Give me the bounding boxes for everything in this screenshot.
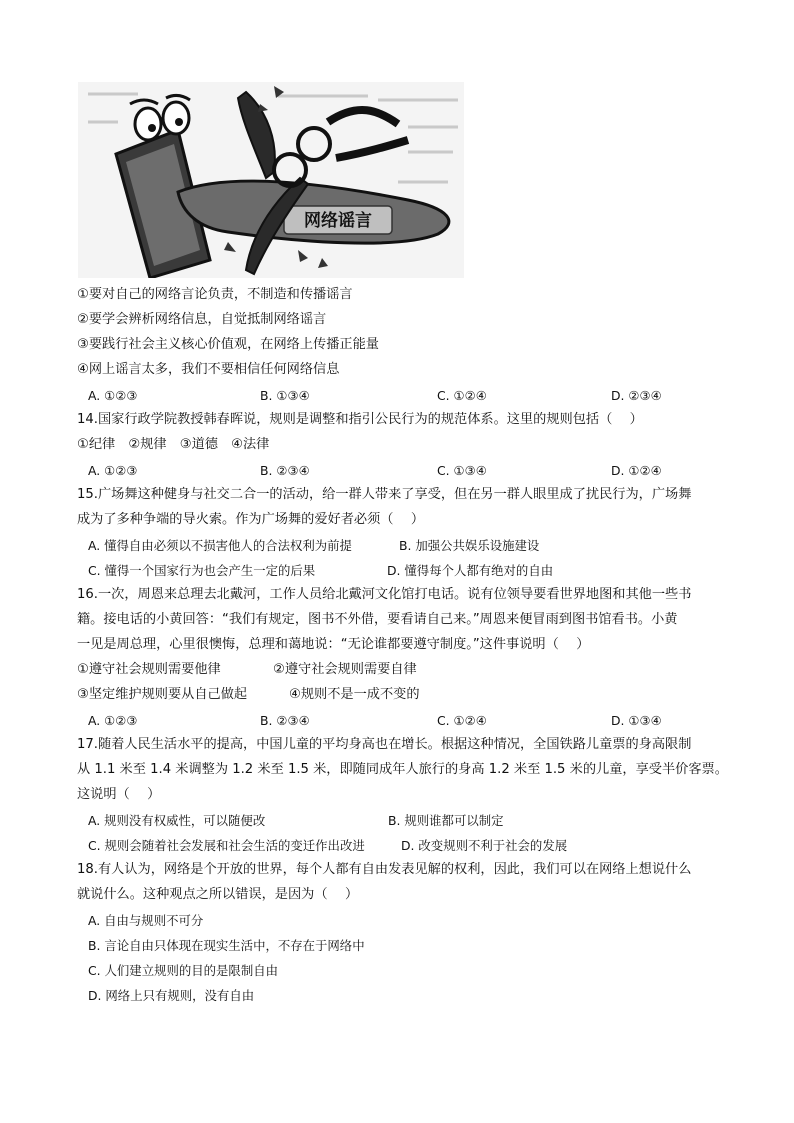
q16-item-1: ①遵守社会规则需要他律 <box>77 662 221 677</box>
q16-stem-line-3: 一见是周总理，心里很懊悔，总理和蔼地说：“无论谁都要遵守制度。”这件事说明（ ） <box>77 637 590 652</box>
q15-stem-line-1: 15.广场舞这种健身与社交二合一的活动，给一群人带来了享受，但在另一群人眼里成了扰民行为，广场舞 <box>77 487 692 502</box>
q13-statement-3: ③要践行社会主义核心价值观，在网络上传播正能量 <box>77 337 379 352</box>
q17-option-a[interactable]: A. 规则没有权威性，可以随便改 <box>88 813 266 828</box>
q16-option-d[interactable]: D. ①③④ <box>611 713 662 728</box>
q17-option-d[interactable]: D. 改变规则不利于社会的发展 <box>401 838 568 853</box>
q17-stem-line-2: 从 1.1 米至 1.4 米调整为 1.2 米至 1.5 米，即随同成年人旅行的身高 1.2 米至 1.5 米的儿童，享受半价客票。 <box>77 762 728 777</box>
q13-option-c[interactable]: C. ①②④ <box>437 388 487 403</box>
q13-statement-4: ④网上谣言太多，我们不要相信任何网络信息 <box>77 362 340 377</box>
q18-option-c[interactable]: C. 人们建立规则的目的是限制自由 <box>88 963 278 978</box>
q16-option-b[interactable]: B. ②③④ <box>260 713 310 728</box>
q16-option-c[interactable]: C. ①②④ <box>437 713 487 728</box>
q13-option-a[interactable]: A. ①②③ <box>88 388 138 403</box>
q13-statement-2: ②要学会辨析网络信息，自觉抵制网络谣言 <box>77 312 327 327</box>
q16-stem-line-1: 16.一次，周恩来总理去北戴河，工作人员给北戴河文化馆打电话。说有位领导要看世界地图和其他一些书 <box>77 587 692 602</box>
q15-stem-line-2: 成为了多种争端的导火索。作为广场舞的爱好者必须（ ） <box>77 512 425 527</box>
q18-stem-line-2: 就说什么。这种观点之所以错误，是因为（ ） <box>77 887 359 902</box>
q15-option-a[interactable]: A. 懂得自由必须以不损害他人的合法权利为前提 <box>88 538 352 553</box>
q15-option-b[interactable]: B. 加强公共娱乐设施建设 <box>399 538 540 553</box>
tongue-label: 网络谣言 <box>304 211 372 231</box>
q15-option-d[interactable]: D. 懂得每个人都有绝对的自由 <box>387 563 554 578</box>
q13-option-b[interactable]: B. ①③④ <box>260 388 310 403</box>
q16-item-4: ④规则不是一成不变的 <box>289 687 420 702</box>
q13-option-d[interactable]: D. ②③④ <box>611 388 662 403</box>
q16-item-2: ②遵守社会规则需要自律 <box>273 662 417 677</box>
q16-option-a[interactable]: A. ①②③ <box>88 713 138 728</box>
q14-items: ①纪律 ②规律 ③道德 ④法律 <box>77 437 270 452</box>
q14-option-a[interactable]: A. ①②③ <box>88 463 138 478</box>
q17-stem-line-3: 这说明（ ） <box>77 787 161 802</box>
q14-option-b[interactable]: B. ②③④ <box>260 463 310 478</box>
q17-stem-line-1: 17.随着人民生活水平的提高，中国儿童的平均身高也在增长。根据这种情况，全国铁路儿童票的身高限制 <box>77 737 692 752</box>
q18-stem-line-1: 18.有人认为，网络是个开放的世界，每个人都有自由发表见解的权利，因此，我们可以在网络上想说什么 <box>77 862 692 877</box>
q16-stem-line-2: 籍。接电话的小黄回答：“我们有规定，图书不外借，要看请自己来。”周恩来便冒雨到图书馆看书。小黄 <box>77 612 678 627</box>
q13-statement-1: ①要对自己的网络言论负责，不制造和传播谣言 <box>77 287 353 302</box>
q18-option-b[interactable]: B. 言论自由只体现在现实生活中，不存在于网络中 <box>88 938 365 953</box>
q14-option-c[interactable]: C. ①③④ <box>437 463 487 478</box>
q14-option-d[interactable]: D. ①②④ <box>611 463 662 478</box>
q17-option-c[interactable]: C. 规则会随着社会发展和社会生活的变迁作出改进 <box>88 838 365 853</box>
q16-item-3: ③坚定维护规则要从自己做起 <box>77 687 248 702</box>
cartoon-illustration <box>78 82 464 278</box>
q14-stem: 14.国家行政学院教授韩春晖说，规则是调整和指引公民行为的规范体系。这里的规则包括（ ） <box>77 412 643 427</box>
q17-option-b[interactable]: B. 规则谁都可以制定 <box>388 813 504 828</box>
q18-option-d[interactable]: D. 网络上只有规则，没有自由 <box>88 988 255 1003</box>
q15-option-c[interactable]: C. 懂得一个国家行为也会产生一定的后果 <box>88 563 316 578</box>
q18-option-a[interactable]: A. 自由与规则不可分 <box>88 913 204 928</box>
